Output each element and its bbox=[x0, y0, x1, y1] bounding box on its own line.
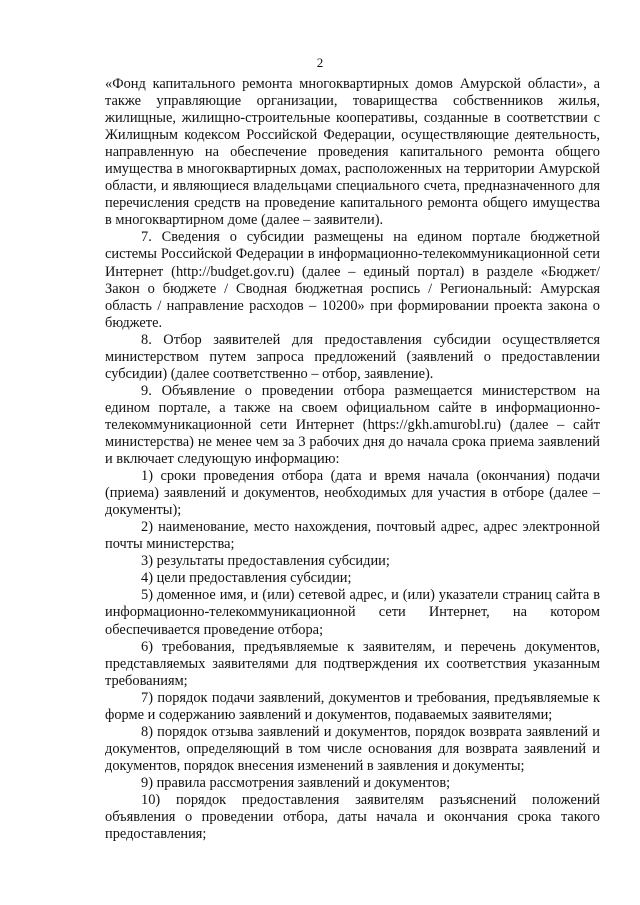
list-item-3: 3) результаты предоставления субсидии; bbox=[141, 553, 390, 570]
list-item-9: 9) правила рассмотрения заявлений и документов; bbox=[141, 774, 451, 791]
document-body bbox=[105, 76, 600, 843]
list-item-1: 1) сроки проведения отбора (дата и время начала (окончания) подачи (приема) заявлений и документов, необходимых для участия в отборе (далее – документы); bbox=[105, 468, 600, 519]
list-item-5: 5) доменное имя, и (или) сетевой адрес, и (или) указатели страниц сайта в информационно-телекоммуникационной сети Интернет, на котором обеспечивается проведение отбора; bbox=[105, 587, 600, 638]
list-item-8: 8) порядок отзыва заявлений и документов, порядок возврата заявлений и документов, определяющий в том числе основания для возврата заявлений и документов, порядок внесения изменений в заявления и документы; bbox=[105, 723, 600, 774]
list-item-10: 10) порядок предоставления заявителям разъяснений положений объявления о проведении отбора, даты начала и окончания срока такого предоставления; bbox=[105, 791, 600, 843]
list-item-2: 2) наименование, место нахождения, почтовый адрес, адрес электронной почты министерства; bbox=[105, 519, 600, 553]
paragraph-7: 7. Сведения о субсидии размещены на едином портале бюджетной системы Российской Федерации в информационно-телекоммуникационной сети Интернет (http://budget.gov.ru) (далее – единый портал) в разделе «Бюджет/ Закон о бюджете / Сводная бюджетная роспись / Региональный: Амурская область / направление расходов – 10200» при формировании проекта закона о бюджете. bbox=[105, 229, 600, 331]
list-item-7: 7) порядок подачи заявлений, документов и требования, предъявляемые к форме и содержанию заявлений и документов, подаваемых заявителями; bbox=[105, 689, 600, 723]
paragraph-intro: «Фонд капитального ремонта многоквартирных домов Амурской области», а также управляющие организации, товарищества собственников жилья, жилищные, жилищно-строительные кооперативы, созданные в соответствии с Жилищным кодексом Российской Федерации, осуществляющие деятельность, направленную на обеспечение проведения капитального ремонта общего имущества в многоквартирных домах, расположенных на территории Амурской области, и являющиеся владельцами специального счета, предназначенного для перечисления средств на проведение капитального ремонта общего имущества в многоквартирном доме (далее – заявители). bbox=[105, 76, 600, 229]
list-item-6: 6) требования, предъявляемые к заявителям, и перечень документов, представляемых заявителями для подтверждения их соответствия указанным требованиям; bbox=[105, 638, 600, 689]
paragraph-8: 8. Отбор заявителей для предоставления субсидии осуществляется министерством путем запроса предложений (заявлений о предоставлении субсидии) (далее соответственно – отбор, заявление). bbox=[105, 331, 600, 382]
page-number: 2 bbox=[316, 55, 324, 70]
list-item-4: 4) цели предоставления субсидии; bbox=[141, 570, 352, 587]
paragraph-9: 9. Объявление о проведении отбора размещается министерством на едином портале, а также на своем официальном сайте в информационно-телекоммуникационной сети Интернет (https://gkh.amurobl.ru) (далее – сайт министерства) не менее чем за 3 рабочих дня до начала срока приема заявлений и включает следующую информацию: bbox=[105, 382, 600, 468]
